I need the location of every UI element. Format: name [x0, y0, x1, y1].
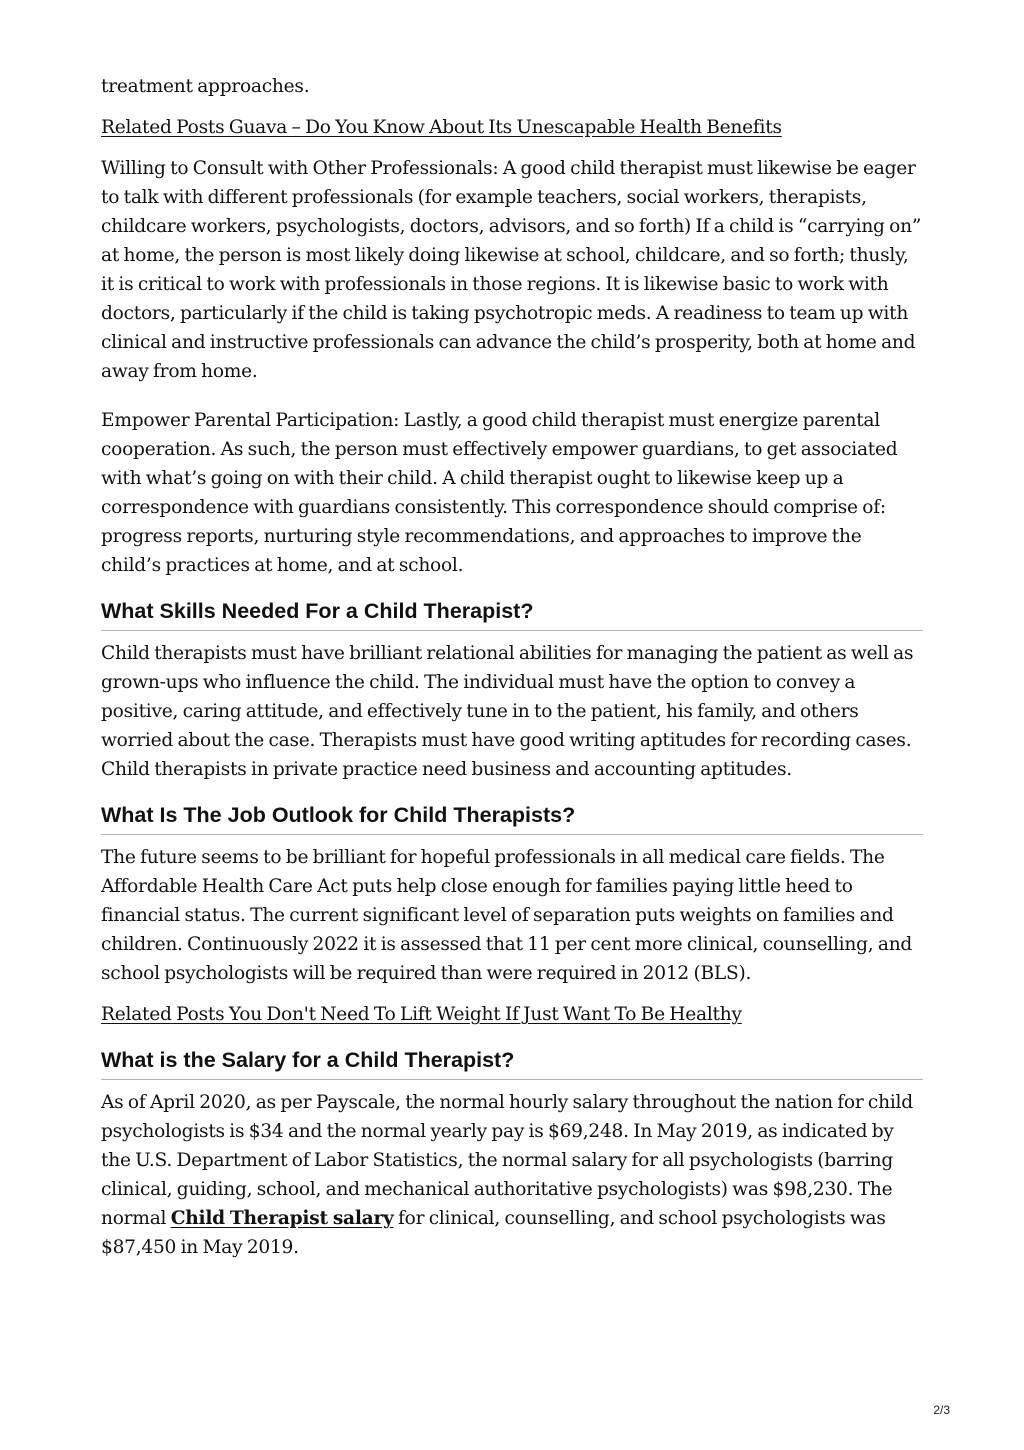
- salary-text-before: As of April 2020, as per Payscale, the normal hourly salary throughout the nation for child psychologists is $34 and the normal yearly pay is $69,248. In May 2019, as indicated by the U.S. Department of Labor Statistics, the normal salary for all psychologists (barring clinical, guiding, school, and mechanical authoritative psychologists) was $98,230. The normal: [101, 1092, 913, 1229]
- child-therapist-salary-link[interactable]: Child Therapist salary: [170, 1208, 394, 1229]
- document-page: [101, 72, 923, 1262]
- outlook-paragraph: The future seems to be brilliant for hopeful professionals in all medical care fields. The Affordable Health Care Act puts help close enough for families paying little heed to financial status. The current significant level of separation puts weights on families and children. Continuously 2022 it is assessed that 11 per cent more clinical, counselling, and school psychologists will be required than were required in 2012 (BLS).: [101, 847, 913, 984]
- salary-paragraph: [101, 1088, 923, 1262]
- empower-paragraph: Empower Parental Participation: Lastly, a good child therapist must energize parental cooperation. As such, the person must effectively empower guardians, to get associated with what’s going on with their child. A child therapist ought to likewise keep up a correspondence with guardians consistently. This correspondence should comprise of: progress reports, nurturing style recommendations, and approaches to improve the child’s practices at home, and at school.: [101, 410, 898, 576]
- page-number: 2/3: [933, 1403, 950, 1417]
- salary-text-after: for clinical, counselling, and school psychologists was $87,450 in May 2019.: [101, 1208, 886, 1258]
- related-post-link-guava[interactable]: Related Posts Guava – Do You Know About Its Unescapable Health Benefits: [101, 117, 782, 138]
- related-post-link-lift-weight[interactable]: Related Posts You Don't Need To Lift Weight If Just Want To Be Healthy: [101, 1004, 742, 1025]
- skills-heading: What Skills Needed For a Child Therapist?: [101, 597, 923, 631]
- consult-paragraph: Willing to Consult with Other Professionals: A good child therapist must likewise be eager to talk with different professionals (for example teachers, social workers, therapists, childcare workers, psychologists, doctors, advisors, and so forth) If a child is “carrying on” at home, the person is most likely doing likewise at school, childcare, and so forth; thusly, it is critical to work with professionals in those regions. It is likewise basic to work with doctors, particularly if the child is taking psychotropic meds. A readiness to team up with clinical and instructive professionals can advance the child’s prosperity, both at home and away from home.: [101, 158, 922, 382]
- salary-heading: What is the Salary for a Child Therapist?: [101, 1046, 923, 1080]
- skills-paragraph: Child therapists must have brilliant relational abilities for managing the patient as well as grown-ups who influence the child. The individual must have the option to convey a positive, caring attitude, and effectively tune in to the patient, his family, and others worried about the case. Therapists must have good writing aptitudes for recording cases. Child therapists in private practice need business and accounting aptitudes.: [101, 643, 914, 780]
- outlook-heading: What Is The Job Outlook for Child Therapists?: [101, 801, 923, 835]
- intro-tail-text: treatment approaches.: [101, 76, 310, 97]
